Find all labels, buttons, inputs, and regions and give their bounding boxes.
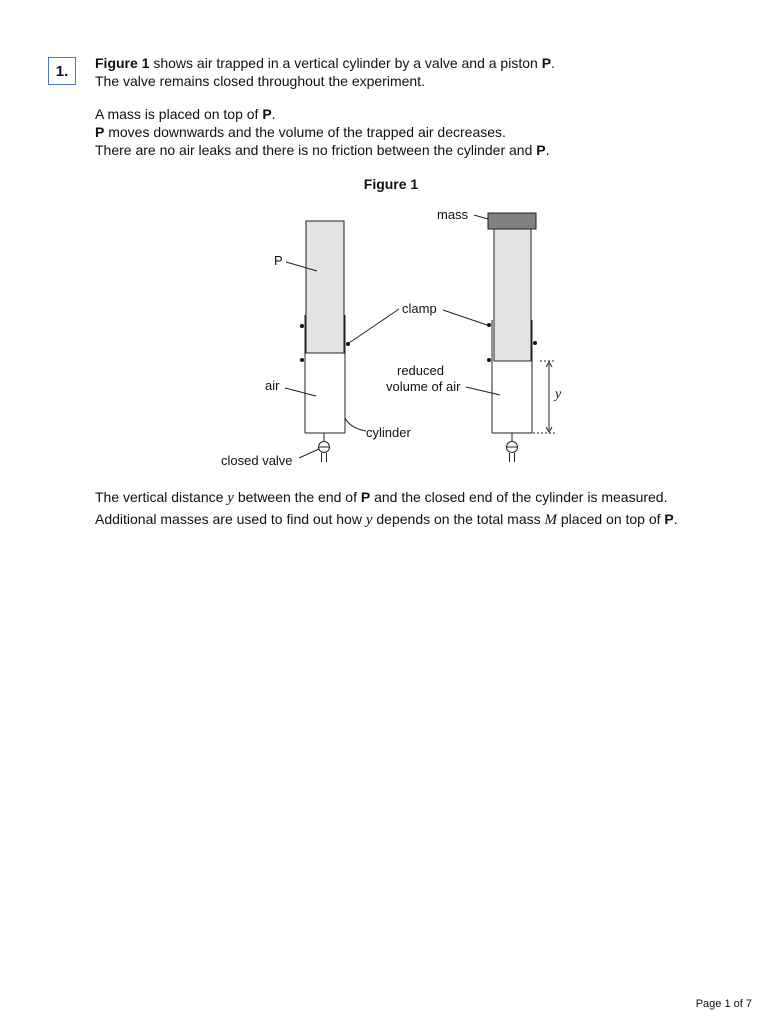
measurement-paragraph xyxy=(95,487,678,531)
intro-line2: The valve remains closed throughout the experiment. xyxy=(95,73,425,89)
leader-clamp-right xyxy=(443,310,487,325)
clamp-dot xyxy=(533,341,537,345)
piston-left xyxy=(306,221,344,353)
label-y: y xyxy=(555,387,562,402)
leader-air xyxy=(285,388,316,396)
question-number: 1. xyxy=(48,57,76,85)
piston-ref: P xyxy=(541,55,552,71)
leader-valve xyxy=(299,449,319,458)
leader-cylinder xyxy=(345,418,366,431)
setup-line3-end: . xyxy=(545,142,550,158)
meas-text: placed on top of xyxy=(557,511,665,527)
var-y: y xyxy=(227,490,234,506)
figure-ref: Figure 1 xyxy=(95,55,150,71)
clamp-dot xyxy=(487,358,491,362)
meas-text: . xyxy=(673,511,678,527)
label-air: air xyxy=(265,378,280,393)
label-reduced: reduced xyxy=(397,363,444,378)
mass-block xyxy=(488,213,536,229)
label-clamp: clamp xyxy=(402,301,437,316)
label-p: P xyxy=(274,253,283,268)
piston-ref: P xyxy=(536,142,546,158)
leader-reduced-air xyxy=(466,387,500,395)
setup-line3: There are no air leaks and there is no friction between the cylinder and xyxy=(95,142,537,158)
label-closed-valve: closed valve xyxy=(221,453,293,468)
leader-mass xyxy=(474,215,488,219)
piston-ref: P xyxy=(95,124,105,140)
label-cylinder: cylinder xyxy=(366,425,411,440)
clamp-dot xyxy=(300,324,304,328)
piston-ref: P xyxy=(360,489,371,505)
clamp-dot xyxy=(300,358,304,362)
clamp-dot xyxy=(487,323,491,327)
piston-ref: P xyxy=(664,511,674,527)
setup-line1: A mass is placed on top of xyxy=(95,106,263,122)
meas-text: and the closed end of the cylinder is measured. xyxy=(370,489,668,505)
left-apparatus xyxy=(285,221,366,462)
var-y: y xyxy=(365,512,373,528)
intro-end: . xyxy=(551,55,555,71)
meas-text: between the end of xyxy=(233,489,361,505)
label-volume-of-air: volume of air xyxy=(386,379,461,394)
setup-line1-end: . xyxy=(271,106,276,122)
leader-clamp-left xyxy=(349,309,399,343)
setup-line2: moves downwards and the volume of the trapped air decreases. xyxy=(104,124,506,140)
meas-text: depends on the total mass xyxy=(372,511,545,527)
piston-right xyxy=(494,229,531,361)
figure-title: Figure 1 xyxy=(363,176,419,192)
meas-text: The vertical distance xyxy=(95,489,228,505)
meas-text: Additional masses are used to find out how xyxy=(95,511,366,527)
intro-text: shows air trapped in a vertical cylinder by a valve and a piston xyxy=(149,55,542,71)
label-mass: mass xyxy=(437,207,469,222)
piston-ref: P xyxy=(262,106,272,122)
var-m: M xyxy=(544,512,557,528)
page-number: Page 1 of 7 xyxy=(695,998,752,1010)
